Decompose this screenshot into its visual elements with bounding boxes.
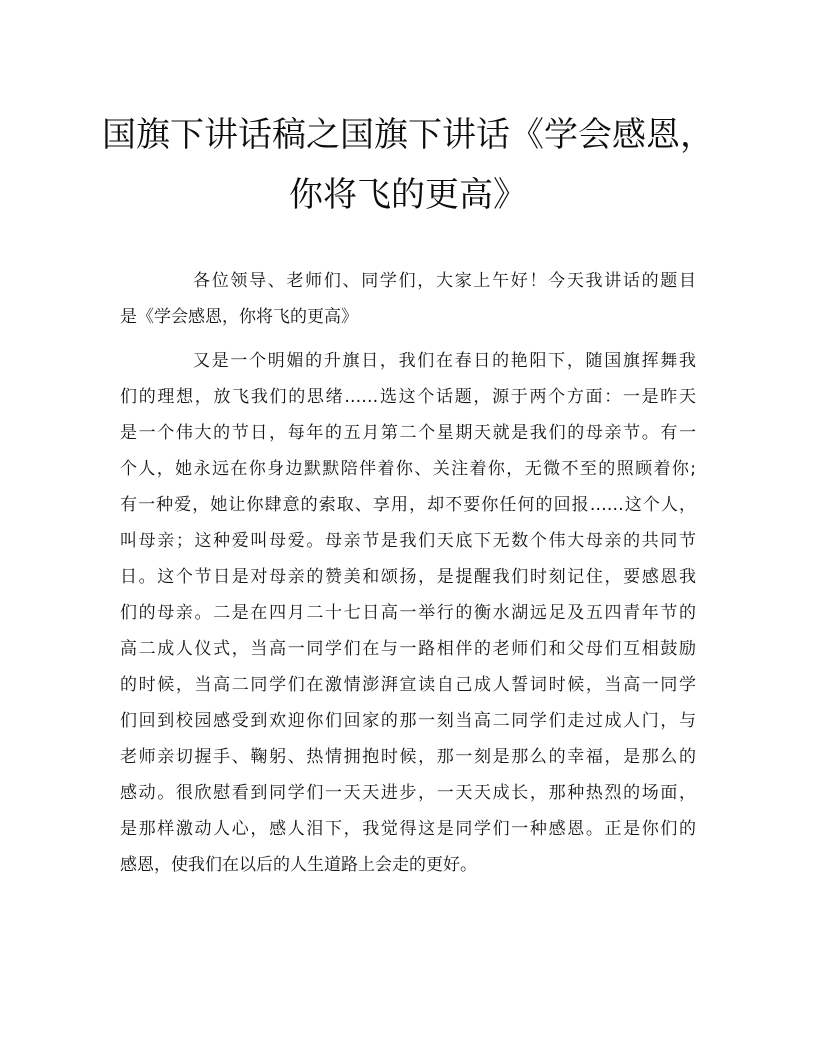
text-line: 老师亲切握手、鞠躬、热情拥抱时候，那一刻是那么的幸福，是那么的	[120, 747, 696, 767]
paragraph-main	[120, 343, 696, 883]
text-line: 感恩，使我们在以后的人生道路上会走的更好。	[120, 855, 477, 875]
text-line: 们的母亲。二是在四月二十七日高一举行的衡水湖远足及五四青年节的	[120, 603, 696, 623]
text-line: 们的理想，放飞我们的思绪……选这个话题，源于两个方面：一是昨天	[120, 387, 696, 407]
text-line: 各位领导、老师们、同学们，大家上午好！今天我讲话的题目	[193, 271, 696, 291]
text-line: 感动。很欣慰看到同学们一天天进步，一天天成长，那种热烈的场面，	[120, 783, 696, 803]
text-line: 是一个伟大的节日，每年的五月第二个星期天就是我们的母亲节。有一	[120, 423, 696, 443]
document-title-line-2: 你将飞的更高》	[289, 175, 527, 215]
text-line: 日。这个节日是对母亲的赞美和颂扬，是提醒我们时刻记住，要感恩我	[120, 567, 696, 587]
text-line: 高二成人仪式，当高一同学们在与一路相伴的老师们和父母们互相鼓励	[120, 639, 696, 659]
text-line: 的时候，当高二同学们在激情澎湃宣读自己成人誓词时候，当高一同学	[120, 675, 696, 695]
text-line: 们回到校园感受到欢迎你们回家的那一刻当高二同学们走过成人门，与	[120, 711, 696, 731]
text-line: 有一种爱，她让你肆意的索取、享用，却不要你任何的回报……这个人，	[120, 495, 696, 515]
text-line: 是那样激动人心，感人泪下，我觉得这是同学们一种感恩。正是你们的	[120, 819, 696, 839]
text-line: 又是一个明媚的升旗日，我们在春日的艳阳下，随国旗挥舞我	[193, 351, 696, 371]
text-line: 个人，她永远在你身边默默陪伴着你、关注着你，无微不至的照顾着你;	[120, 459, 696, 479]
text-line: 是《学会感恩，你将飞的更高》	[120, 307, 358, 327]
paragraph-greeting	[120, 263, 696, 335]
text-line: 叫母亲；这种爱叫母爱。母亲节是我们天底下无数个伟大母亲的共同节	[120, 531, 696, 551]
document-title-line-1: 国旗下讲话稿之国旗下讲话《学会感恩，	[102, 115, 714, 155]
